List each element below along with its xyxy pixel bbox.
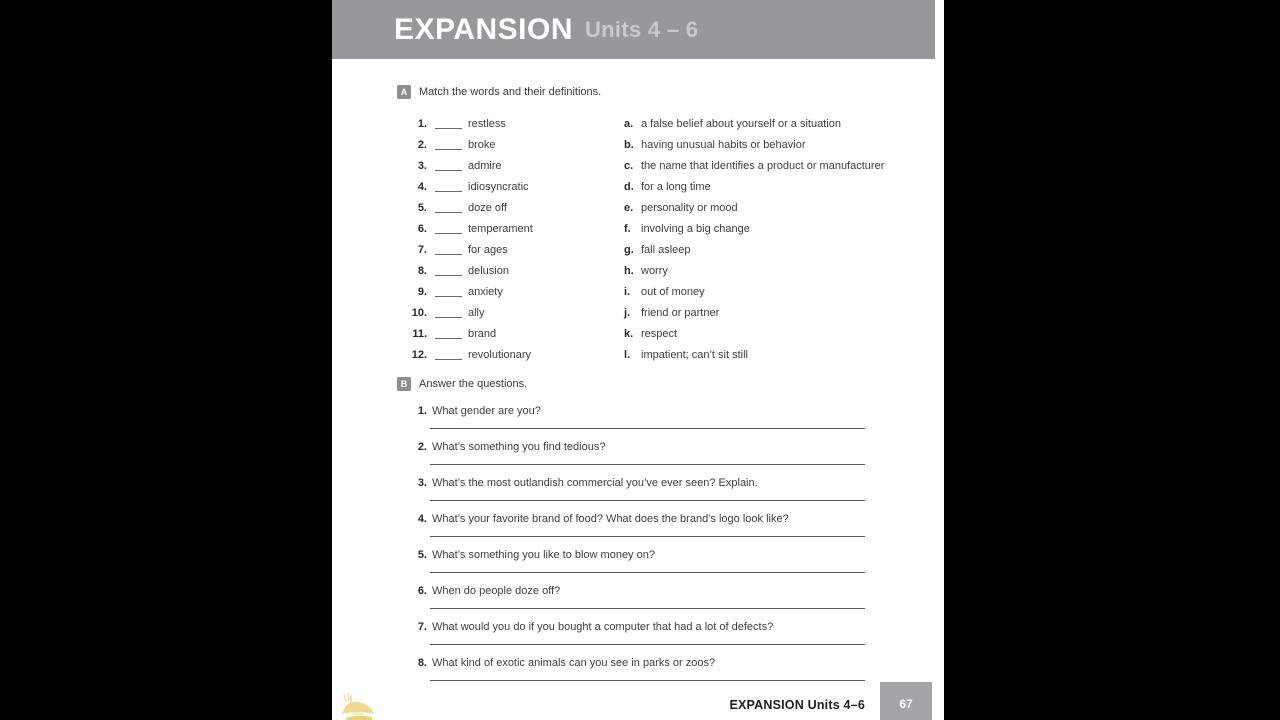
word-label: ally: [468, 306, 485, 319]
question-text: What’s something you find tedious?: [432, 441, 606, 453]
definition-text: respect: [641, 327, 678, 340]
answer-blank: [435, 265, 462, 276]
definition-item: [624, 239, 944, 260]
question-item: [332, 402, 944, 438]
definition-item: [624, 281, 944, 302]
answer-line: [430, 608, 865, 609]
definition-item: [624, 113, 944, 134]
definition-letter: j.: [624, 306, 631, 319]
word-label: delusion: [468, 264, 509, 277]
word-item: [332, 113, 624, 134]
definition-text: worry: [641, 264, 668, 277]
section-b-header: [397, 377, 527, 391]
section-b-instruction: Answer the questions.: [419, 378, 528, 390]
definition-letter: f.: [624, 222, 631, 235]
definition-text: impatient; can’t sit still: [641, 348, 748, 361]
publisher-logo-icon: [338, 692, 378, 720]
word-number: 11.: [412, 327, 427, 340]
question-number: 7.: [417, 621, 427, 633]
word-number: 1.: [417, 117, 427, 130]
definition-text: the name that identifies a product or manufacturer: [641, 159, 885, 172]
question-item: [332, 654, 944, 690]
answer-blank: [435, 349, 462, 360]
definition-text: friend or partner: [641, 306, 720, 319]
question-item: [332, 438, 944, 474]
question-text: What’s your favorite brand of food? What does the brand’s logo look like?: [432, 513, 789, 525]
definition-text: out of money: [641, 285, 705, 298]
word-label: restless: [468, 117, 506, 130]
word-number: 9.: [417, 285, 427, 298]
definition-text: fall asleep: [641, 243, 691, 256]
answer-blank: [435, 286, 462, 297]
answer-line: [430, 464, 865, 465]
word-item: [332, 302, 624, 323]
word-number: 12.: [411, 348, 427, 361]
question-text: What’s the most outlandish commercial you’ve ever seen? Explain.: [432, 477, 758, 489]
definition-text: involving a big change: [641, 222, 750, 235]
word-label: idiosyncratic: [468, 180, 529, 193]
definition-text: having unusual habits or behavior: [641, 138, 806, 151]
definition-letter: h.: [624, 264, 634, 277]
definition-text: personality or mood: [641, 201, 738, 214]
word-number: 5.: [417, 201, 427, 214]
question-number: 6.: [417, 585, 427, 597]
word-item: [332, 281, 624, 302]
answer-blank: [435, 181, 462, 192]
word-label: anxiety: [468, 285, 503, 298]
questions-list: [332, 402, 944, 690]
question-number: 1.: [417, 405, 427, 417]
question-text: What’s something you like to blow money on?: [432, 549, 655, 561]
page-number-badge: 67: [880, 682, 932, 720]
answer-line: [430, 680, 865, 681]
word-number: 7.: [417, 243, 427, 256]
question-number: 5.: [417, 549, 427, 561]
definition-item: [624, 134, 944, 155]
word-number: 4.: [417, 180, 427, 193]
word-item: [332, 260, 624, 281]
word-item: [332, 323, 624, 344]
definition-letter: i.: [624, 285, 631, 298]
question-item: [332, 618, 944, 654]
question-text: What gender are you?: [432, 405, 541, 417]
definition-item: [624, 302, 944, 323]
word-label: doze off: [468, 201, 507, 214]
question-text: When do people doze off?: [432, 585, 561, 597]
definition-text: for a long time: [641, 180, 711, 193]
word-label: broke: [468, 138, 496, 151]
definition-letter: b.: [624, 138, 634, 151]
word-number: 3.: [417, 159, 427, 172]
definition-item: [624, 260, 944, 281]
question-number: 4.: [417, 513, 427, 525]
answer-blank: [435, 202, 462, 213]
words-column: [332, 113, 624, 365]
definitions-column: [624, 113, 944, 365]
word-item: [332, 197, 624, 218]
answer-line: [430, 500, 865, 501]
word-label: for ages: [468, 243, 508, 256]
definition-letter: g.: [624, 243, 634, 256]
definition-item: [624, 176, 944, 197]
definition-item: [624, 197, 944, 218]
answer-line: [430, 428, 865, 429]
answer-blank: [435, 328, 462, 339]
word-number: 10.: [411, 306, 427, 319]
section-a-instruction: Match the words and their definitions.: [419, 86, 602, 98]
worksheet-page: [332, 0, 944, 720]
question-item: [332, 474, 944, 510]
definition-letter: a.: [624, 117, 634, 130]
question-text: What kind of exotic animals can you see in parks or zoos?: [432, 657, 716, 669]
answer-line: [430, 572, 865, 573]
definition-letter: k.: [624, 327, 634, 340]
definition-letter: c.: [624, 159, 634, 172]
section-a-badge: A: [397, 85, 411, 99]
definition-letter: e.: [624, 201, 634, 214]
question-item: [332, 582, 944, 618]
definition-letter: d.: [624, 180, 634, 193]
answer-blank: [435, 118, 462, 129]
word-item: [332, 344, 624, 365]
answer-blank: [435, 139, 462, 150]
definition-letter: l.: [624, 348, 631, 361]
page-subtitle: Units 4 – 6: [584, 16, 699, 42]
word-number: 6.: [417, 222, 427, 235]
word-item: [332, 176, 624, 197]
word-label: revolutionary: [468, 348, 531, 361]
section-a-header: [397, 85, 601, 99]
page-title: EXPANSION: [394, 12, 573, 46]
answer-blank: [435, 223, 462, 234]
section-b-badge: B: [397, 377, 411, 391]
word-item: [332, 218, 624, 239]
word-number: 8.: [417, 264, 427, 277]
word-label: brand: [468, 327, 497, 340]
word-item: [332, 134, 624, 155]
word-label: admire: [468, 159, 502, 172]
word-number: 2.: [417, 138, 427, 151]
definition-item: [624, 344, 944, 365]
answer-line: [430, 644, 865, 645]
definition-text: a false belief about yourself or a situation: [641, 117, 841, 130]
question-number: 2.: [417, 441, 427, 453]
definition-item: [624, 218, 944, 239]
definition-item: [624, 155, 944, 176]
word-label: temperament: [468, 222, 533, 235]
word-item: [332, 155, 624, 176]
question-item: [332, 510, 944, 546]
question-number: 3.: [417, 477, 427, 489]
answer-blank: [435, 160, 462, 171]
question-text: What would you do if you bought a computer that had a lot of defects?: [432, 621, 774, 633]
question-item: [332, 546, 944, 582]
answer-blank: [435, 244, 462, 255]
footer-label: EXPANSION Units 4–6: [729, 698, 865, 712]
page-header-banner: [332, 0, 935, 59]
definition-item: [624, 323, 944, 344]
answer-line: [430, 536, 865, 537]
word-item: [332, 239, 624, 260]
answer-blank: [435, 307, 462, 318]
question-number: 8.: [417, 657, 427, 669]
